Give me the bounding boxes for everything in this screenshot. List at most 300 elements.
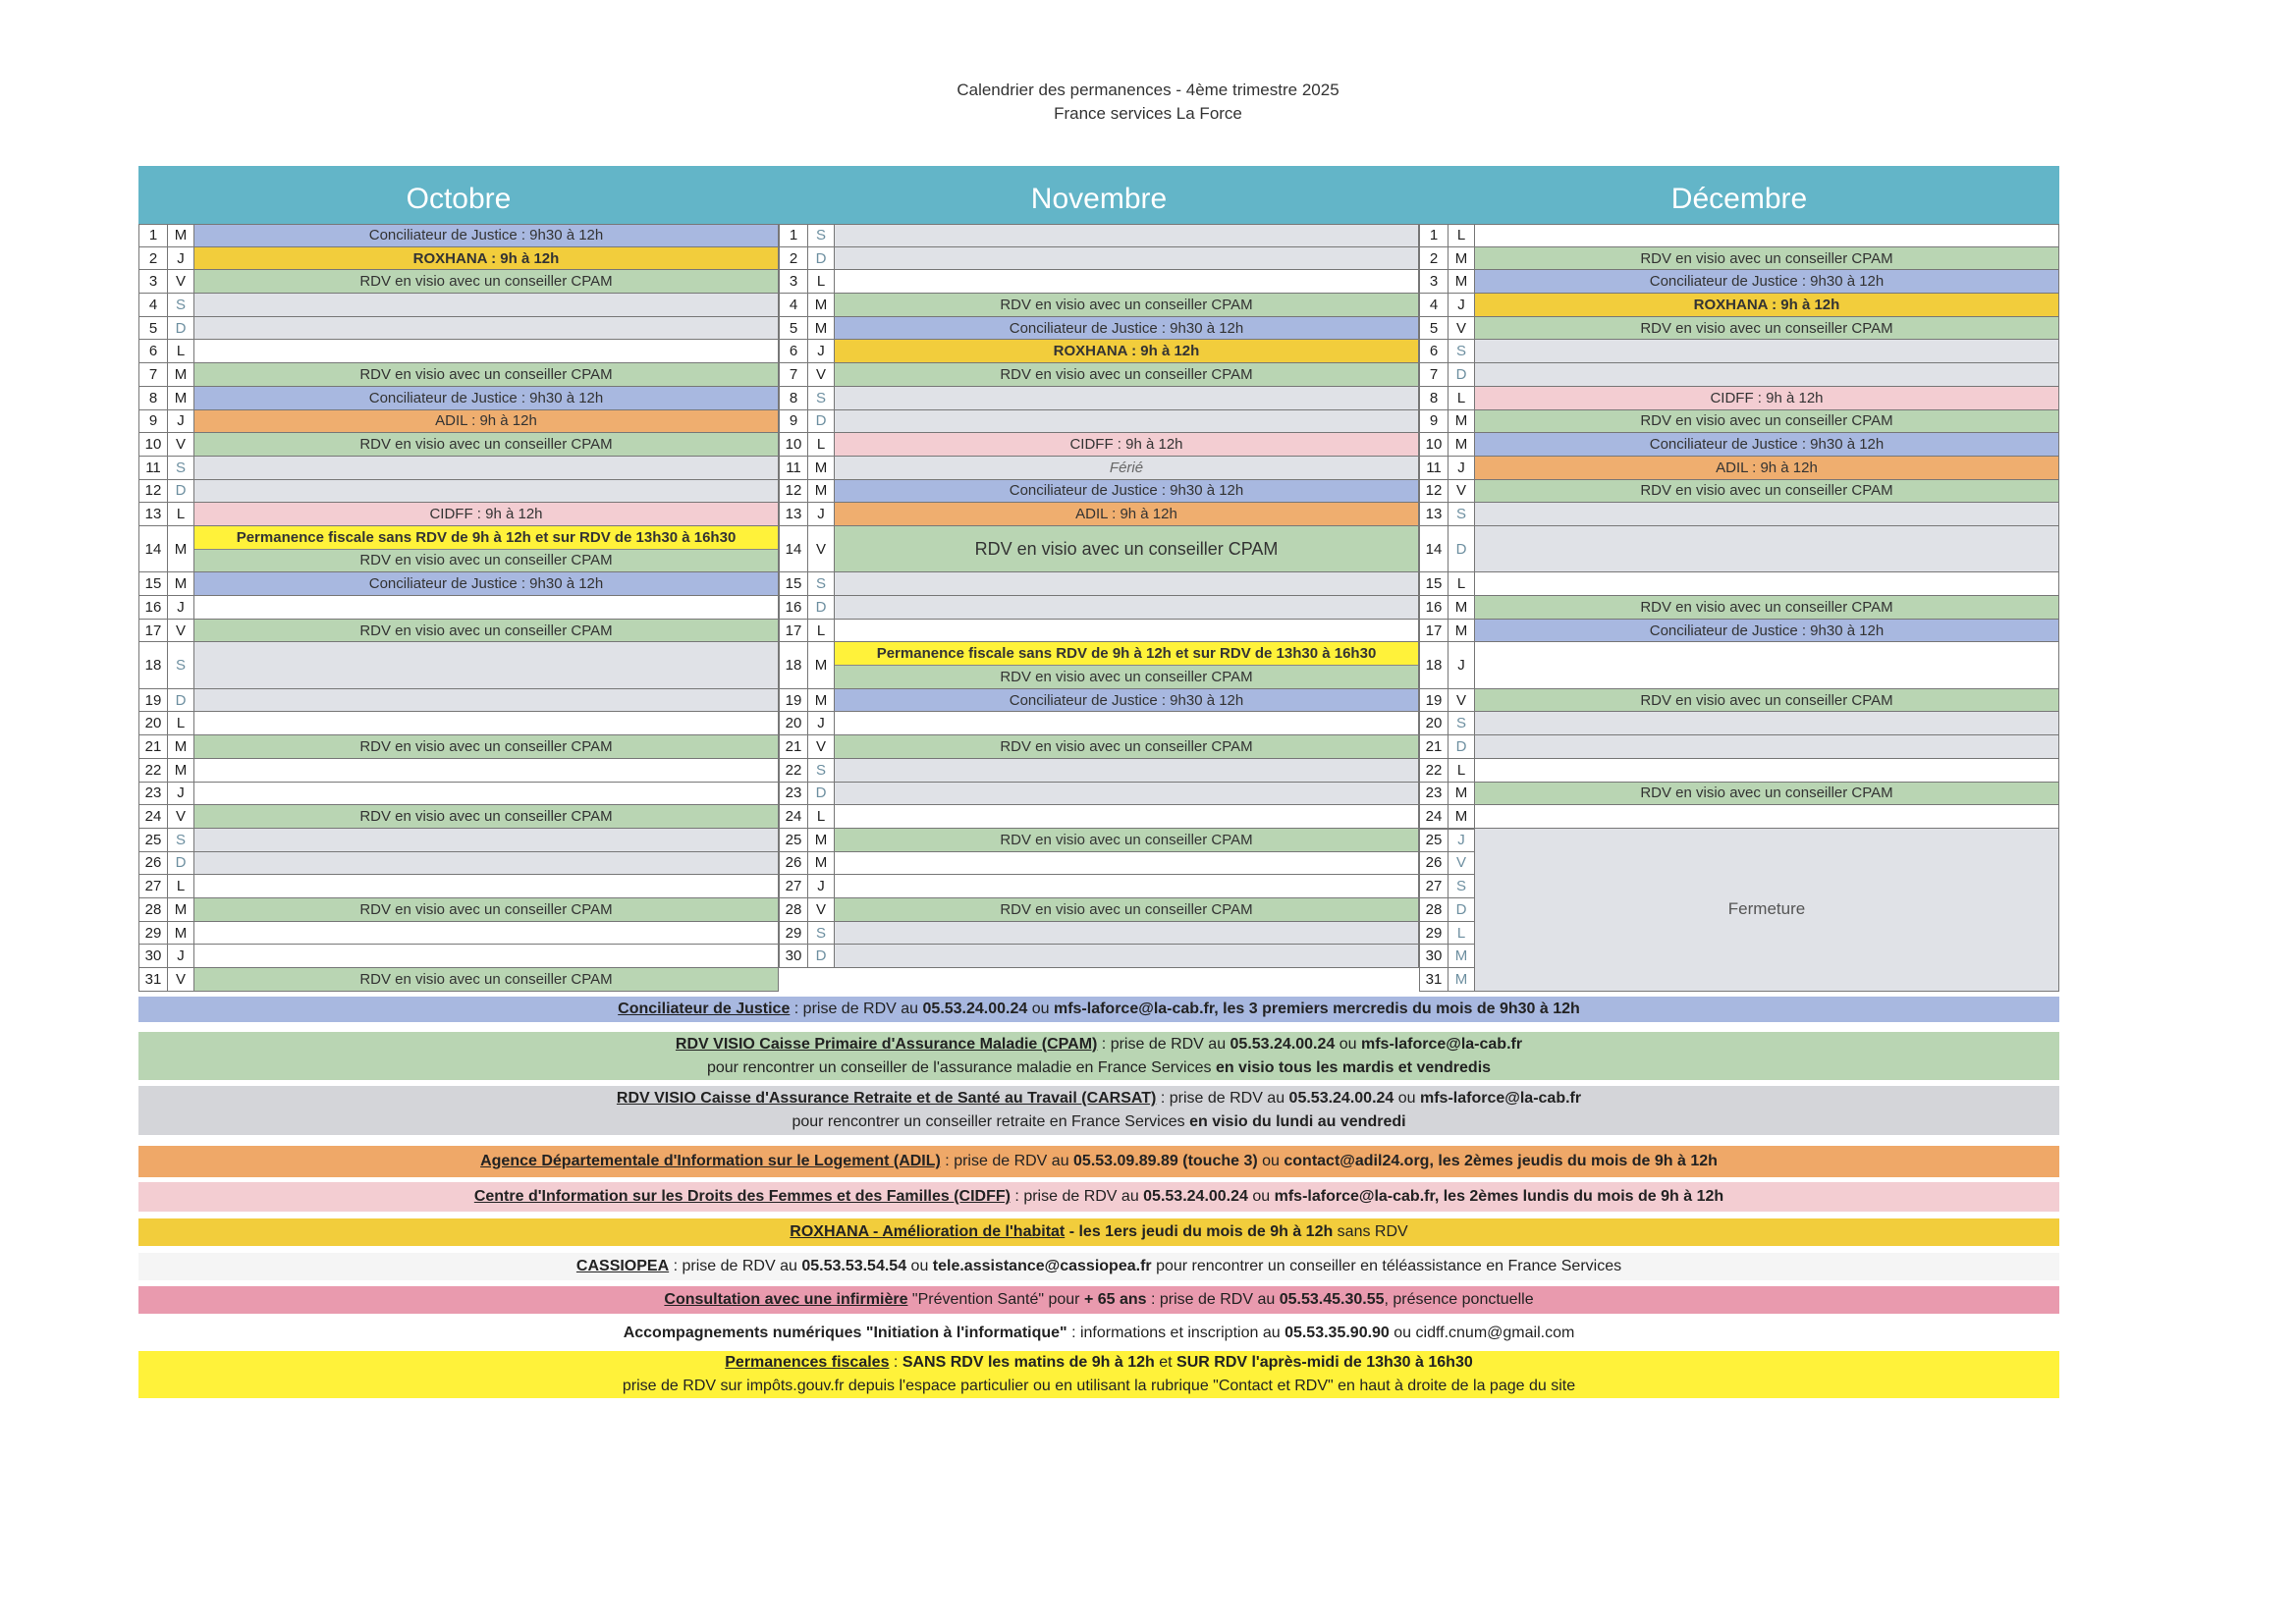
- day-events: [194, 247, 779, 270]
- day-letter: V: [168, 620, 194, 642]
- event-none: [1475, 642, 2058, 687]
- day-letter: L: [168, 503, 194, 525]
- day-letter: M: [168, 759, 194, 782]
- day-number: 24: [1419, 805, 1449, 828]
- day-letter: V: [168, 968, 194, 991]
- day-row: [1419, 340, 2059, 363]
- event-conc: Conciliateur de Justice : 9h30 à 12h: [835, 317, 1418, 340]
- day-events: [835, 480, 1419, 503]
- legend-text: : informations et inscription au: [1066, 1325, 1285, 1341]
- legend-roxhana-title: ROXHANA - Amélioration de l'habitat: [790, 1223, 1066, 1240]
- day-number: 12: [779, 480, 808, 503]
- day-events: [1475, 317, 2059, 340]
- months-grid: [138, 224, 2059, 992]
- legend-cassiopea-title: CASSIOPEA: [575, 1258, 670, 1274]
- day-letter: J: [168, 783, 194, 805]
- event-rox: ROXHANA : 9h à 12h: [835, 340, 1418, 362]
- day-row: [138, 387, 779, 410]
- day-number: 15: [1419, 572, 1449, 595]
- event-none: [194, 596, 778, 619]
- legend-text: , les 2èmes jeudis du mois de 9h à 12h: [1429, 1153, 1718, 1169]
- calendar: [138, 166, 2059, 992]
- day-events: [835, 526, 1419, 571]
- day-events: [1475, 294, 2059, 316]
- event-rox: ROXHANA : 9h à 12h: [1475, 294, 2058, 316]
- day-events: [835, 433, 1419, 456]
- legend-cidff-title: Centre d'Information sur les Droits des Femmes et des Familles (CIDFF): [473, 1188, 1011, 1205]
- day-row: [138, 363, 779, 387]
- legend-cpam: [138, 1032, 2059, 1080]
- day-number: 16: [138, 596, 168, 619]
- day-row: [1419, 270, 2059, 294]
- day-events: [194, 387, 779, 409]
- day-row: [779, 387, 1419, 410]
- day-row: [779, 735, 1419, 759]
- day-number: 19: [1419, 689, 1449, 712]
- day-events: [194, 363, 779, 386]
- event-we: [835, 783, 1418, 805]
- event-fisc: Permanence fiscale sans RDV de 9h à 12h et sur RDV de 13h30 à 16h30: [835, 642, 1418, 665]
- day-number: 14: [779, 526, 808, 571]
- day-letter: M: [1449, 270, 1475, 293]
- day-letter: M: [1449, 805, 1475, 828]
- event-none: [1475, 572, 2058, 595]
- day-number: 4: [1419, 294, 1449, 316]
- day-letter: D: [168, 317, 194, 340]
- event-cpam: RDV en visio avec un conseiller CPAM: [1475, 247, 2058, 270]
- day-events: [194, 898, 779, 921]
- day-events: [835, 898, 1419, 921]
- day-number: 7: [1419, 363, 1449, 386]
- day-number: 21: [138, 735, 168, 758]
- legend-text: : prise de RDV au: [1146, 1291, 1280, 1308]
- day-events: [835, 572, 1419, 595]
- event-we: [194, 852, 778, 875]
- day-events: [835, 387, 1419, 409]
- legend-text: SUR RDV l'après-midi de 13h30 à 16h30: [1176, 1354, 1473, 1371]
- legend-text: sans RDV: [1333, 1223, 1408, 1240]
- day-row: [138, 433, 779, 457]
- day-events: [835, 829, 1419, 851]
- day-events: [835, 247, 1419, 270]
- legend-text: - les 1ers jeudi du mois de 9h à 12h: [1065, 1223, 1334, 1240]
- event-cpam: RDV en visio avec un conseiller CPAM: [194, 898, 778, 921]
- day-letter: M: [1449, 410, 1475, 433]
- day-row: [138, 783, 779, 806]
- day-letter: M: [1449, 620, 1475, 642]
- day-row: [1419, 759, 2059, 783]
- legend-text: SANS RDV les matins de 9h à 12h: [902, 1354, 1155, 1371]
- day-row: [138, 410, 779, 434]
- event-we: [835, 225, 1418, 246]
- day-events: [835, 317, 1419, 340]
- event-none: [194, 712, 778, 734]
- legend-text: , présence ponctuelle: [1384, 1291, 1534, 1308]
- legend-conciliateur-title: Conciliateur de Justice: [618, 1001, 791, 1017]
- event-adil: ADIL : 9h à 12h: [835, 503, 1418, 525]
- event-conc: Conciliateur de Justice : 9h30 à 12h: [194, 225, 778, 246]
- document-subtitle: France services La Force: [1054, 104, 1242, 123]
- event-cpam: RDV en visio avec un conseiller CPAM: [194, 549, 778, 572]
- month-title: Décembre: [1670, 182, 1808, 215]
- day-events: [835, 945, 1419, 967]
- day-letter: J: [808, 340, 835, 362]
- day-row: [779, 480, 1419, 504]
- day-row: [1419, 689, 2059, 713]
- legend-conciliateur: [138, 997, 2059, 1022]
- event-cpam: RDV en visio avec un conseiller CPAM: [194, 270, 778, 293]
- day-row: [1419, 480, 2059, 504]
- event-ferie: Férié: [835, 457, 1418, 479]
- day-row: [779, 596, 1419, 620]
- day-letter: D: [808, 410, 835, 433]
- legend-carsat: [138, 1086, 2059, 1135]
- day-events: [194, 317, 779, 340]
- day-letter: V: [808, 526, 835, 571]
- day-number: 28: [779, 898, 808, 921]
- day-row: [138, 480, 779, 504]
- day-row: [1419, 572, 2059, 596]
- event-none: [835, 875, 1418, 897]
- day-events: [194, 526, 779, 571]
- day-number: 7: [779, 363, 808, 386]
- event-conc: Conciliateur de Justice : 9h30 à 12h: [1475, 433, 2058, 456]
- day-number: 15: [779, 572, 808, 595]
- day-number: 18: [138, 642, 168, 687]
- day-events: [835, 642, 1419, 687]
- day-number: 11: [138, 457, 168, 479]
- day-number: 20: [1419, 712, 1449, 734]
- legend-email: mfs-laforce@la-cab.fr: [1420, 1090, 1582, 1107]
- day-events: [1475, 247, 2059, 270]
- day-letter: L: [1449, 225, 1475, 246]
- day-letter: M: [1449, 783, 1475, 805]
- day-number: 25: [779, 829, 808, 851]
- day-number: 10: [138, 433, 168, 456]
- day-number: 16: [1419, 596, 1449, 619]
- day-letter: M: [808, 294, 835, 316]
- day-events: [835, 875, 1419, 897]
- day-row: [779, 852, 1419, 876]
- month-column: [1419, 224, 2059, 992]
- day-number: 28: [138, 898, 168, 921]
- legend-text: , les 2èmes lundis du mois de 9h à 12h: [1434, 1188, 1724, 1205]
- day-events: [194, 712, 779, 734]
- day-row: [1419, 922, 1475, 946]
- day-events: [835, 735, 1419, 758]
- day-number: 5: [138, 317, 168, 340]
- day-number: 26: [779, 852, 808, 875]
- event-none: [835, 852, 1418, 875]
- legend-cassiopea: [138, 1253, 2059, 1280]
- day-letter: S: [808, 387, 835, 409]
- day-number: 30: [779, 945, 808, 967]
- document-title: Calendrier des permanences - 4ème trimestre 2025: [957, 81, 1339, 99]
- day-number: 10: [1419, 433, 1449, 456]
- day-number: 26: [1419, 852, 1449, 875]
- day-number: 18: [1419, 642, 1449, 687]
- day-row: [138, 340, 779, 363]
- day-events: [835, 712, 1419, 734]
- day-row: [779, 224, 1419, 247]
- day-letter: M: [168, 363, 194, 386]
- day-number: 3: [138, 270, 168, 293]
- legend-adil-title: Agence Départementale d'Information sur le Logement (ADIL): [480, 1153, 941, 1169]
- day-number: 23: [779, 783, 808, 805]
- day-events: [835, 410, 1419, 433]
- day-number: 8: [1419, 387, 1449, 409]
- event-cpam: RDV en visio avec un conseiller CPAM: [1475, 689, 2058, 712]
- day-number: 17: [1419, 620, 1449, 642]
- day-letter: M: [1449, 596, 1475, 619]
- day-letter: S: [808, 572, 835, 595]
- day-letter: J: [1449, 457, 1475, 479]
- day-row: [138, 829, 779, 852]
- month-column: [779, 224, 1419, 968]
- legend-email: tele.assistance@cassiopea.fr: [932, 1258, 1152, 1274]
- day-letter: J: [808, 503, 835, 525]
- event-we: [1475, 712, 2058, 734]
- day-letter: M: [1449, 247, 1475, 270]
- day-letter: S: [1449, 712, 1475, 734]
- day-row: [138, 317, 779, 341]
- legend-text: :: [889, 1354, 902, 1371]
- day-row: [1419, 503, 2059, 526]
- legend-phone: 05.53.24.00.24: [1143, 1188, 1248, 1205]
- day-letter: V: [168, 805, 194, 828]
- day-row: [779, 340, 1419, 363]
- event-we: [835, 922, 1418, 945]
- legend-text: ou: [1394, 1090, 1420, 1107]
- day-letter: S: [168, 457, 194, 479]
- day-row: [779, 294, 1419, 317]
- day-row: [1419, 620, 2059, 643]
- day-row: [138, 735, 779, 759]
- event-none: [194, 922, 778, 945]
- day-number: 7: [138, 363, 168, 386]
- event-rox: ROXHANA : 9h à 12h: [194, 247, 778, 270]
- day-letter: V: [808, 735, 835, 758]
- legend-numerique: [138, 1320, 2059, 1347]
- day-letter: M: [168, 735, 194, 758]
- day-number: 18: [779, 642, 808, 687]
- day-events: [835, 783, 1419, 805]
- day-row: [779, 526, 1419, 572]
- document-header: [0, 79, 2296, 126]
- day-row: [779, 829, 1419, 852]
- legend-numerique-title: Accompagnements numériques "Initiation à l'informatique": [623, 1325, 1067, 1341]
- day-row: [779, 642, 1419, 688]
- day-letter: L: [808, 620, 835, 642]
- day-letter: L: [1449, 387, 1475, 409]
- day-letter: M: [1449, 433, 1475, 456]
- legend-text: : prise de RDV au: [1156, 1090, 1289, 1107]
- day-row: [1419, 735, 2059, 759]
- day-events: [194, 480, 779, 503]
- day-row: [779, 945, 1419, 968]
- day-row: [779, 689, 1419, 713]
- day-row: [779, 572, 1419, 596]
- day-row: [138, 526, 779, 572]
- legend-text: en visio tous les mardis et vendredis: [1215, 1058, 1492, 1076]
- day-number: 1: [1419, 225, 1449, 246]
- day-letter: L: [168, 340, 194, 362]
- day-events: [194, 689, 779, 712]
- day-letter: D: [1449, 526, 1475, 571]
- day-letter: D: [1449, 898, 1475, 921]
- day-events: [835, 294, 1419, 316]
- day-number: 11: [1419, 457, 1449, 479]
- day-number: 24: [138, 805, 168, 828]
- event-we: [835, 759, 1418, 782]
- day-row: [1419, 712, 2059, 735]
- day-number: 10: [779, 433, 808, 456]
- day-events: [194, 410, 779, 433]
- day-events: [194, 642, 779, 687]
- day-letter: J: [168, 945, 194, 967]
- day-letter: V: [168, 270, 194, 293]
- day-letter: L: [1449, 572, 1475, 595]
- day-row: [779, 712, 1419, 735]
- day-events: [194, 829, 779, 851]
- legend-text: : prise de RDV au: [790, 1001, 923, 1017]
- legend-text: pour rencontrer un conseiller de l'assurance maladie en France Services: [706, 1058, 1216, 1076]
- day-row: [1419, 898, 1475, 922]
- day-events: [1475, 642, 2059, 687]
- day-number: 19: [779, 689, 808, 712]
- legend-text: prise de RDV sur impôts.gouv.fr depuis l'espace particulier ou en utilisant la rubrique "Contact et RDV" en haut à droite de la page du site: [622, 1378, 1576, 1394]
- day-row: [1419, 875, 1475, 898]
- legend-text: + 65 ans: [1083, 1291, 1147, 1308]
- day-letter: S: [168, 642, 194, 687]
- day-letter: J: [168, 247, 194, 270]
- day-row: [1419, 224, 2059, 247]
- day-letter: M: [808, 317, 835, 340]
- day-row: [138, 457, 779, 480]
- event-none: [835, 270, 1418, 293]
- day-row: [779, 363, 1419, 387]
- day-letter: D: [168, 852, 194, 875]
- day-number: 12: [138, 480, 168, 503]
- day-number: 6: [138, 340, 168, 362]
- legend-cidff: [138, 1182, 2059, 1212]
- day-number: 21: [1419, 735, 1449, 758]
- day-number: 27: [779, 875, 808, 897]
- day-events: [835, 852, 1419, 875]
- day-events: [835, 270, 1419, 293]
- day-row: [1419, 783, 2059, 806]
- day-events: [1475, 783, 2059, 805]
- day-events: [194, 340, 779, 362]
- legend-text: et: [1154, 1354, 1177, 1371]
- day-row: [138, 875, 779, 898]
- event-we: [835, 247, 1418, 270]
- day-events: [194, 783, 779, 805]
- day-row: [1419, 945, 1475, 968]
- day-events: [194, 968, 779, 991]
- day-row: [779, 620, 1419, 643]
- day-events: [194, 457, 779, 479]
- event-we: [1475, 363, 2058, 386]
- day-letter: M: [1449, 945, 1475, 967]
- day-letter: L: [168, 875, 194, 897]
- day-number: 5: [779, 317, 808, 340]
- legend-text: "Prévention Santé" pour: [907, 1291, 1084, 1308]
- day-number: 2: [1419, 247, 1449, 270]
- event-conc: Conciliateur de Justice : 9h30 à 12h: [835, 480, 1418, 503]
- day-events: [194, 433, 779, 456]
- day-letter: D: [808, 945, 835, 967]
- legend-email: mfs-laforce@la-cab.fr: [1360, 1035, 1523, 1053]
- day-row: [1419, 852, 1475, 876]
- legend-text: en visio du lundi au vendredi: [1189, 1113, 1406, 1130]
- day-events: [194, 572, 779, 595]
- day-letter: V: [1449, 317, 1475, 340]
- event-cpam: RDV en visio avec un conseiller CPAM: [194, 620, 778, 642]
- day-events: [1475, 712, 2059, 734]
- day-number: 13: [138, 503, 168, 525]
- day-letter: M: [808, 457, 835, 479]
- day-letter: S: [808, 225, 835, 246]
- day-letter: S: [1449, 340, 1475, 362]
- day-letter: D: [168, 689, 194, 712]
- day-row: [138, 503, 779, 526]
- day-row: [138, 294, 779, 317]
- day-number: 3: [1419, 270, 1449, 293]
- day-row: [138, 572, 779, 596]
- month-column: [138, 224, 779, 992]
- event-none: [194, 875, 778, 897]
- day-row: [779, 783, 1419, 806]
- legend-text: , les 3 premiers mercredis du mois de 9h30 à 12h: [1214, 1001, 1580, 1017]
- event-we: [1475, 526, 2058, 571]
- day-events: [1475, 340, 2059, 362]
- day-number: 23: [138, 783, 168, 805]
- event-fisc: Permanence fiscale sans RDV de 9h à 12h et sur RDV de 13h30 à 16h30: [194, 526, 778, 549]
- event-we: [194, 689, 778, 712]
- event-adil: ADIL : 9h à 12h: [194, 410, 778, 433]
- day-number: 5: [1419, 317, 1449, 340]
- day-events: [835, 225, 1419, 246]
- day-letter: L: [1449, 922, 1475, 945]
- day-number: 9: [138, 410, 168, 433]
- event-we: [194, 294, 778, 316]
- day-letter: S: [1449, 503, 1475, 525]
- event-conc: Conciliateur de Justice : 9h30 à 12h: [835, 689, 1418, 712]
- event-we: [194, 642, 778, 687]
- day-row: [779, 503, 1419, 526]
- day-number: 12: [1419, 480, 1449, 503]
- day-row: [1419, 363, 2059, 387]
- legend-phone: 05.53.24.00.24: [922, 1001, 1028, 1017]
- day-number: 3: [779, 270, 808, 293]
- legend-text: ou cidff.cnum@gmail.com: [1389, 1325, 1575, 1341]
- day-number: 14: [138, 526, 168, 571]
- day-row: [1419, 526, 2059, 572]
- day-events: [1475, 503, 2059, 525]
- day-letter: D: [808, 247, 835, 270]
- day-letter: M: [808, 852, 835, 875]
- day-letter: L: [808, 270, 835, 293]
- event-none: [194, 783, 778, 805]
- legend-phone: 05.53.24.00.24: [1288, 1090, 1394, 1107]
- event-we: [835, 387, 1418, 409]
- event-we: [835, 572, 1418, 595]
- day-events: [835, 363, 1419, 386]
- event-conc: Conciliateur de Justice : 9h30 à 12h: [1475, 620, 2058, 642]
- day-letter: L: [808, 433, 835, 456]
- legend-text: pour rencontrer un conseiller retraite en France Services: [792, 1113, 1190, 1130]
